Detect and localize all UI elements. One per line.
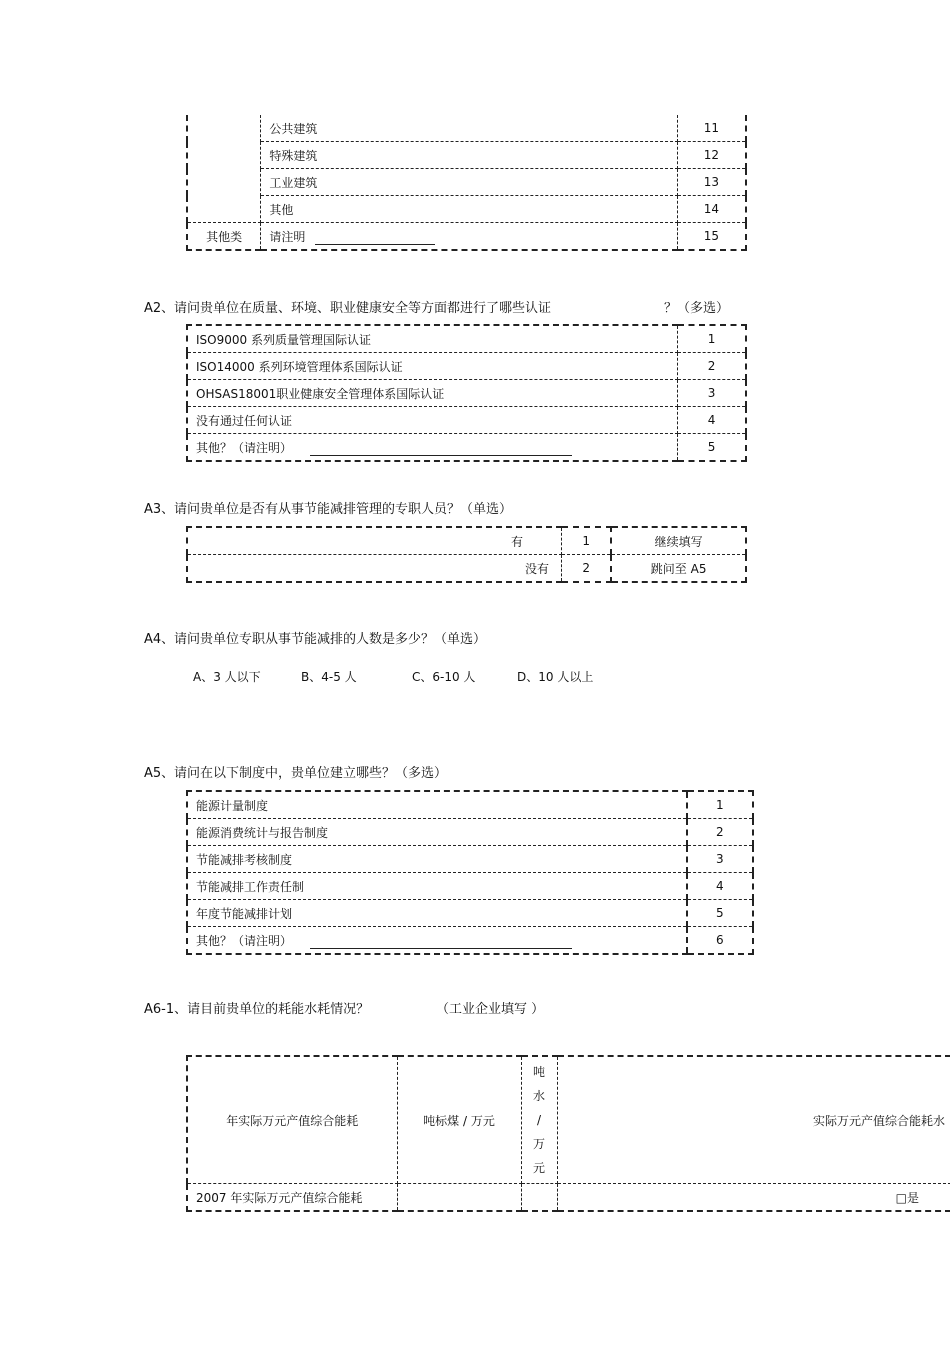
a5-row-code: 3: [687, 846, 753, 873]
a2-other-cell: [187, 434, 678, 462]
a5-row-code: 2: [687, 819, 753, 846]
a1-row-label: 工业建筑: [261, 169, 677, 196]
a4-option-d[interactable]: D、10 人以上: [517, 670, 594, 684]
a6-question: [144, 998, 369, 1017]
a5-row-code: 6: [687, 927, 753, 955]
a1-category-cell: [187, 115, 261, 142]
a5-row-label: 能源计量制度: [187, 791, 687, 819]
a6-header-c3: [521, 1056, 557, 1184]
a6-header-c3-char: 吨: [532, 1065, 545, 1079]
a1-row-label: 公共建筑: [261, 115, 677, 142]
a1-row-label: 特殊建筑: [261, 142, 677, 169]
a1-category-cell: [187, 142, 261, 169]
a2-row-code: 3: [678, 380, 746, 407]
a2-row-code: 4: [678, 407, 746, 434]
a6-note: （工业企业填写 ）: [436, 1002, 545, 1017]
a5-row-code: 4: [687, 873, 753, 900]
a6-header-c3-char: 万: [532, 1137, 545, 1151]
a2-code: A2、: [144, 301, 175, 316]
a3-row-code: 2: [561, 555, 611, 583]
a3-row-code: 1: [561, 527, 611, 555]
a2-row-label: OHSAS18001职业健康安全管理体系国际认证: [187, 380, 678, 407]
a3-question: [144, 498, 512, 517]
a3-row-label: 有: [187, 527, 561, 555]
a4-code: A4、: [144, 632, 175, 647]
a5-text: 请问在以下制度中，贵单位建立哪些？（多选）: [174, 766, 448, 781]
a2-text: 请问贵单位在质量、环境、职业健康安全等方面都进行了哪些认证: [174, 301, 552, 316]
a6-row-c2[interactable]: [397, 1184, 521, 1212]
a6-header-c4-text: 实际万元产值综合能耗水: [812, 1113, 945, 1128]
a5-row-label: 年度节能减排计划: [187, 900, 687, 927]
a1-category-cell: [187, 196, 261, 223]
a1-other-category: 其他类: [187, 223, 261, 251]
a5-code: A5、: [144, 766, 175, 781]
a6-row-c3[interactable]: [521, 1184, 557, 1212]
a4-option-b[interactable]: B、4-5 人: [301, 670, 357, 684]
a2-row-label: ISO9000 系列质量管理国际认证: [187, 325, 678, 353]
a2-row-code: 5: [678, 434, 746, 462]
a3-text: 请问贵单位是否有从事节能减排管理的专职人员？（单选）: [174, 502, 513, 517]
a6-row-c1: 2007 年实际万元产值综合能耗: [187, 1184, 397, 1212]
a5-row-code: 5: [687, 900, 753, 927]
a3-code: A3、: [144, 502, 175, 517]
a1-row-code: 14: [677, 196, 746, 223]
a4-text: 请问贵单位专职从事节能减排的人数是多少？（单选）: [174, 632, 487, 647]
a1-row-code: 12: [677, 142, 746, 169]
a2-other-fill-line[interactable]: [310, 445, 572, 456]
a2-suffix: ？（多选）: [664, 301, 730, 316]
a5-table: [186, 790, 754, 955]
a5-other-cell: [187, 927, 687, 955]
a6-header-c2: 吨标煤 / 万元: [397, 1056, 521, 1184]
a2-row-code: 1: [678, 325, 746, 353]
a1-other-label-cell: [261, 223, 677, 251]
a6-table: [186, 1055, 950, 1212]
a5-row-label: 节能减排考核制度: [187, 846, 687, 873]
a1-other-fill-line[interactable]: [315, 234, 435, 245]
a1-other-label: 请注明: [269, 229, 306, 244]
a1-other-code: 15: [677, 223, 746, 251]
a3-row-action: 跳问至 A5: [611, 555, 746, 583]
a5-row-label: 能源消费统计与报告制度: [187, 819, 687, 846]
a6-header-c4: [557, 1056, 950, 1184]
a1-row-code: 11: [677, 115, 746, 142]
a6-header-c3-char: 水: [532, 1089, 545, 1103]
a1-table: [186, 115, 747, 251]
a4-question: [144, 628, 486, 647]
a5-row-code: 1: [687, 791, 753, 819]
a5-question: [144, 762, 447, 781]
a2-row-label: ISO14000 系列环境管理体系国际认证: [187, 353, 678, 380]
a6-row-c4: [557, 1184, 950, 1212]
a6-row-c4-checkbox[interactable]: □是: [895, 1190, 919, 1205]
a5-other-label: 其他？（请注明）: [196, 933, 293, 948]
a6-text: 请目前贵单位的耗能水耗情况？: [187, 1002, 370, 1017]
a1-row-code: 13: [677, 169, 746, 196]
a4-option-a[interactable]: A、3 人以下: [193, 670, 261, 684]
a2-question: [144, 297, 551, 316]
a6-header-c1: 年实际万元产值综合能耗: [187, 1056, 397, 1184]
a3-row-action: 继续填写: [611, 527, 746, 555]
a6-header-c3-char: 元: [532, 1161, 545, 1175]
a1-category-cell: [187, 169, 261, 196]
a6-header-c3-char: /: [536, 1113, 542, 1127]
a3-row-label: 没有: [187, 555, 561, 583]
a2-row-code: 2: [678, 353, 746, 380]
a3-table: [186, 526, 747, 583]
a6-code: A6-1、: [144, 1002, 188, 1017]
a2-other-label: 其他？（请注明）: [196, 440, 293, 455]
a1-row-label: 其他: [261, 196, 677, 223]
a5-row-label: 节能减排工作责任制: [187, 873, 687, 900]
a5-other-fill-line[interactable]: [310, 938, 572, 949]
a4-option-c[interactable]: C、6-10 人: [412, 670, 476, 684]
a2-row-label: 没有通过任何认证: [187, 407, 678, 434]
a2-table: [186, 324, 747, 462]
